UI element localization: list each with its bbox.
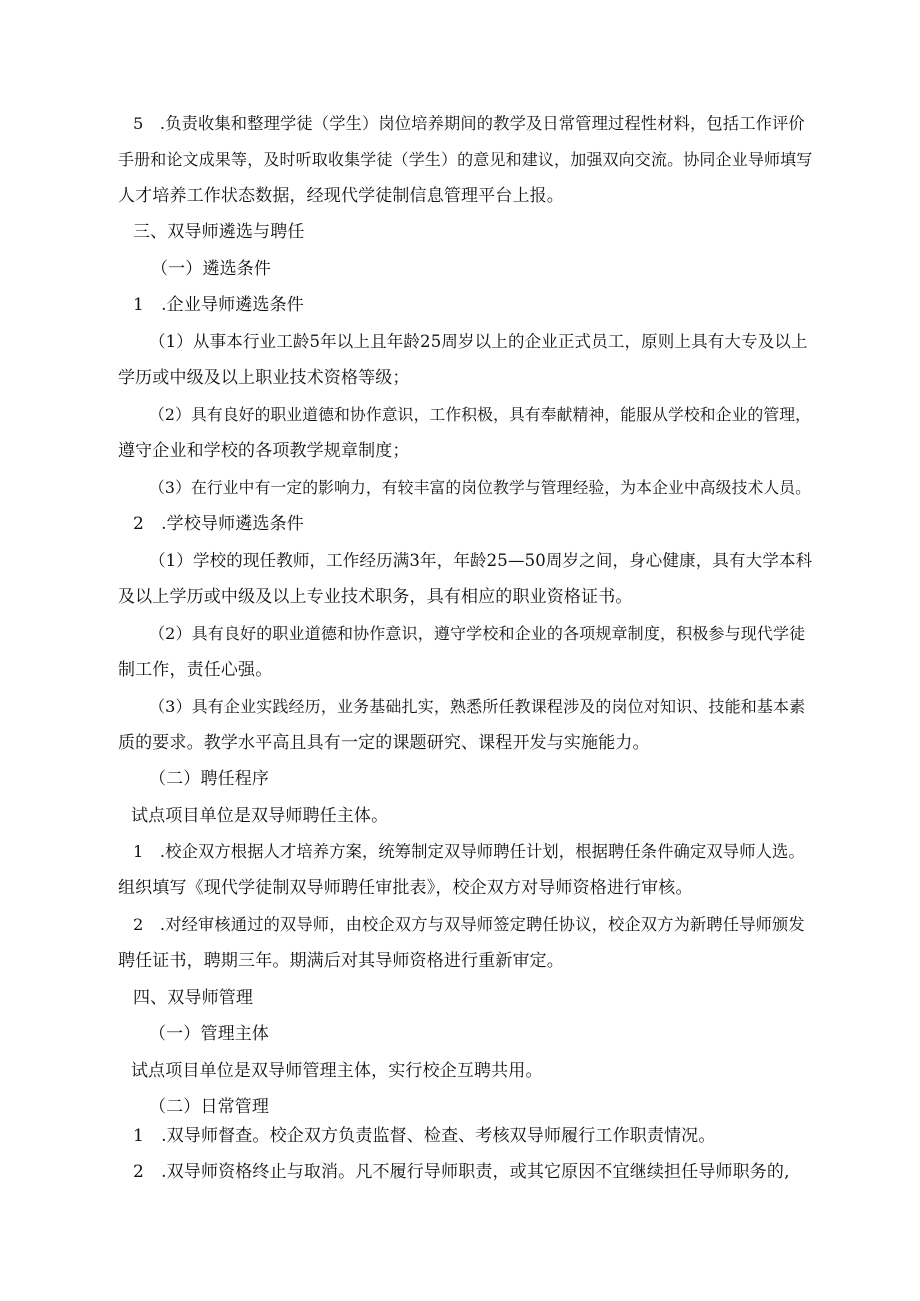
paragraph-line: 1 .双导师督查。校企双方负责监督、检查、考核双导师履行工作职责情况。 — [133, 1126, 716, 1146]
paragraph-line: 人才培养工作状态数据，经现代学徒制信息管理平台上报。 — [118, 186, 564, 206]
paragraph-line: （2）具有良好的职业道德和协作意识，遵守学校和企业的各项规章制度，积极参与现代学徒 — [149, 624, 806, 643]
section-heading: 三、双导师遴选与聘任 — [133, 222, 305, 242]
paragraph-line: 及以上学历或中级及以上专业技术职务，具有相应的职业资格证书。 — [118, 587, 633, 607]
paragraph-line: 试点项目单位是双导师聘任主体。 — [131, 806, 389, 826]
paragraph-line: 5 .负责收集和整理学徒（学生）岗位培养期间的教学及日常管理过程性材料，包括工作评价 — [133, 114, 805, 133]
paragraph-line: 1 .校企双方根据人才培养方案，统筹制定双导师聘任计划，根据聘任条件确定双导师人选。 — [133, 842, 805, 861]
paragraph-line: 2 .对经审核通过的双导师，由校企双方与双导师签定聘任协议，校企双方为新聘任导师颁发 — [133, 915, 805, 934]
paragraph-line: （1）从事本行业工龄5年以上且年龄25周岁以上的企业正式员工，原则上具有大专及以上 — [149, 332, 808, 351]
paragraph-line: 制工作，责任心强。 — [118, 660, 273, 680]
paragraph-line: （2）具有良好的职业道德和协作意识，工作积极，具有奉献精神，能服从学校和企业的管理， — [149, 405, 812, 424]
item-heading: 1 .企业导师遴选条件 — [133, 295, 304, 315]
paragraph-line: 组织填写《现代学徒制双导师聘任审批表》，校企双方对导师资格进行审核。 — [118, 878, 693, 898]
paragraph-line: 手册和论文成果等，及时听取收集学徒（学生）的意见和建议，加强双向交流。协同企业导师填写 — [118, 150, 813, 169]
item-heading: 2 .学校导师遴选条件 — [133, 514, 304, 534]
subsection-heading: （一）遴选条件 — [151, 259, 272, 279]
subsection-heading: （二）聘任程序 — [149, 769, 270, 789]
subsection-heading: （一）管理主体 — [149, 1024, 270, 1044]
paragraph-line: （3）具有企业实践经历，业务基础扎实，熟悉所任教课程涉及的岗位对知识、技能和基本素 — [149, 697, 806, 716]
paragraph-line: 遵守企业和学校的各项教学规章制度； — [118, 441, 410, 461]
paragraph-line: （3）在行业中有一定的影响力，有较丰富的岗位教学与管理经验，为本企业中高级技术人员。 — [149, 478, 812, 497]
section-heading: 四、双导师管理 — [133, 988, 254, 1008]
subsection-heading: （二）日常管理 — [149, 1097, 270, 1117]
paragraph-line: 学历或中级及以上职业技术资格等级； — [118, 368, 410, 388]
paragraph-line: 质的要求。教学水平高且具有一定的课题研究、课程开发与实施能力。 — [118, 733, 650, 753]
paragraph-line: （1）学校的现任教师，工作经历满3年，年龄25—50周岁之间，身心健康，具有大学本科 — [149, 551, 813, 570]
paragraph-line: 试点项目单位是双导师管理主体，实行校企互聘共用。 — [131, 1061, 543, 1081]
paragraph-line: 聘任证书，聘期三年。期满后对其导师资格进行重新审定。 — [118, 951, 564, 971]
paragraph-line: 2 .双导师资格终止与取消。凡不履行导师职责，或其它原因不宜继续担任导师职务的, — [133, 1162, 790, 1182]
